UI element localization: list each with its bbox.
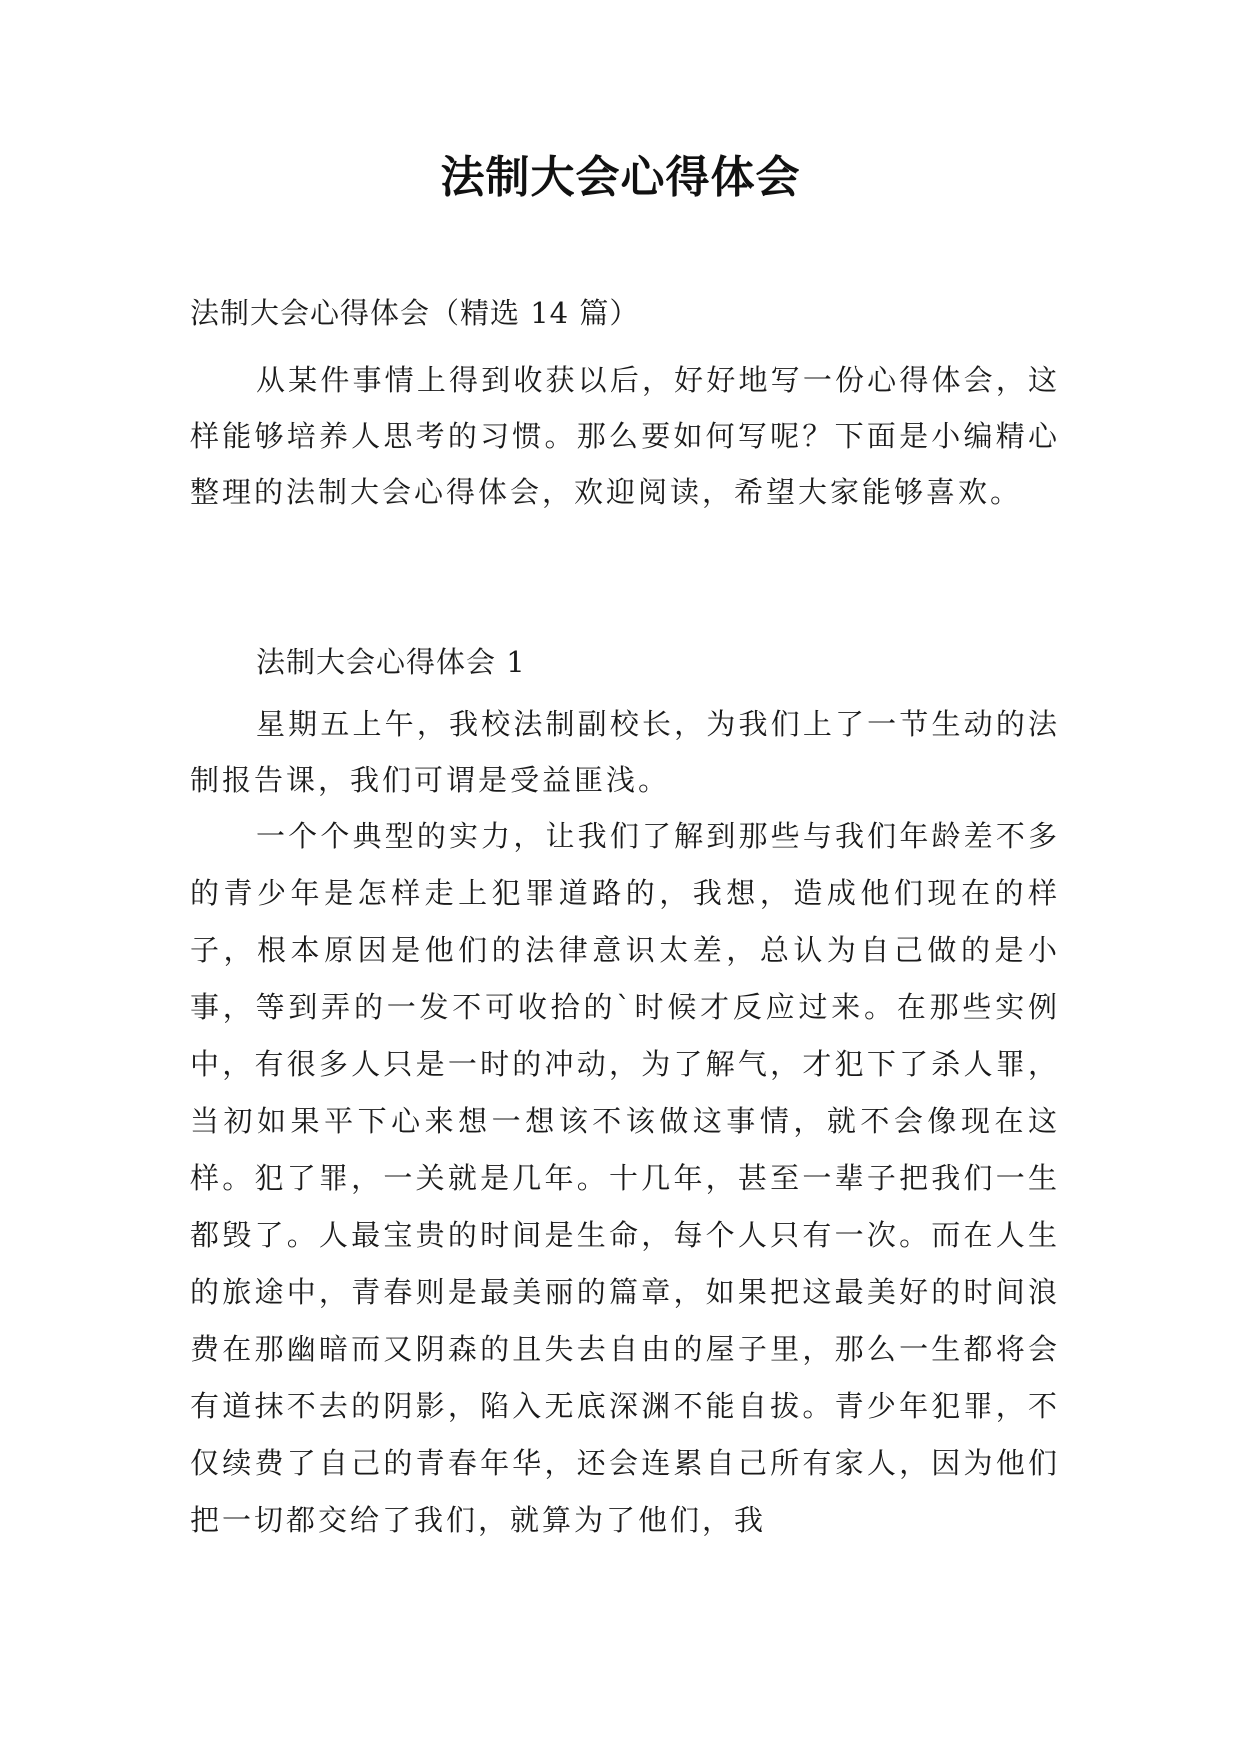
page-title: 法制大会心得体会 [440,152,801,203]
document-subtitle: 法制大会心得体会（精选 14 篇） [190,296,640,330]
intro-paragraph: 从某件事情上得到收获以后，好好地写一份心得体会，这样能够培养人思考的习惯。那么要如何写呢？下面是小编精心整理的法制大会心得体会，欢迎阅读，希望大家能够喜欢。 [190,363,1060,509]
section1-paragraph-2: 一个个典型的实力，让我们了解到那些与我们年龄差不多的青少年是怎样走上犯罪道路的，我想，造成他们现在的样子，根本原因是他们的法律意识太差，总认为自己做的是小事，等到弄的一发不可收拾的`时候才反应过来。在那些实例中，有很多人只是一时的冲动，为了解气，才犯下了杀人罪，当初如果平下心来想一想该不该做这事情，就不会像现在这样。犯了罪，一关就是几年。十几年，甚至一辈子把我们一生都毁了。人最宝贵的时间是生命，每个人只有一次。而在人生的旅途中，青春则是最美丽的篇章，如果把这最美好的时间浪费在那幽暗而又阴森的且失去自由的屋子里，那么一生都将会有道抹不去的阴影，陷入无底深渊不能自拔。青少年犯罪，不仅续费了自己的青春年华，还会连累自己所有家人，因为他们把一切都交给了我们，就算为了他们，我 [190,819,1060,1537]
section-heading-1: 法制大会心得体会 1 [256,645,526,679]
section1-paragraph-1: 星期五上午，我校法制副校长，为我们上了一节生动的法制报告课，我们可谓是受益匪浅。 [190,707,1060,797]
